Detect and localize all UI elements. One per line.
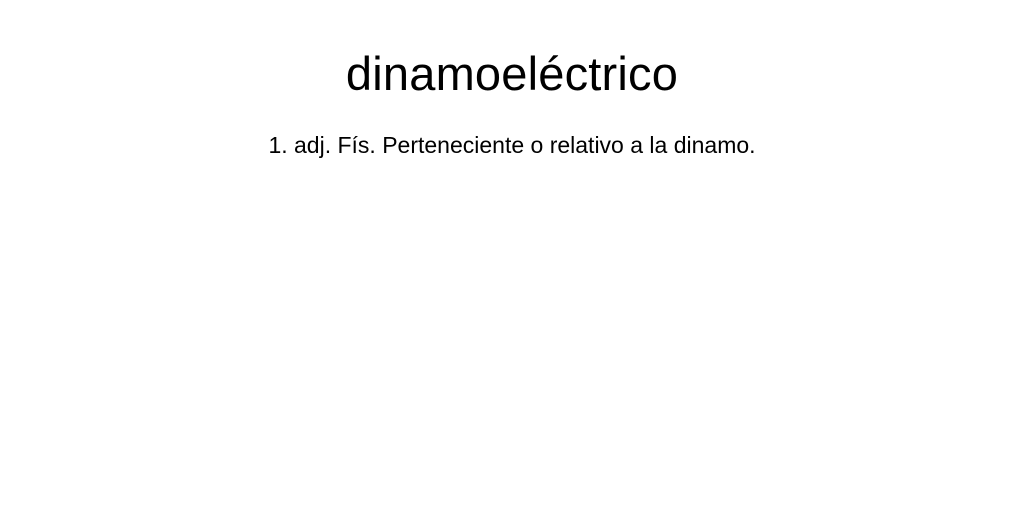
entry-definition: 1. adj. Fís. Perteneciente o relativo a la dinamo. [268, 132, 756, 158]
entry-title: dinamoeléctrico [345, 47, 679, 100]
